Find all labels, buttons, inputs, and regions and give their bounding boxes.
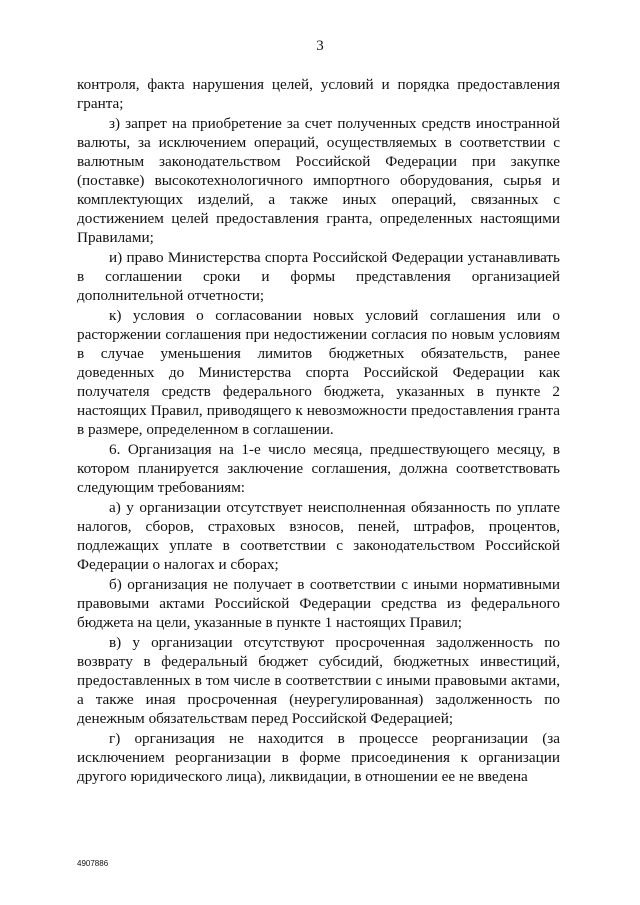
paragraph-item-k: к) условия о согласовании новых условий соглашения или о расторжении соглашения при недостижении согласия по новым условиям в случае уменьшения лимитов бюджетных обязательств, ранее доведенных до Министерства спорта Российской Федерации как получателя средств федерального бюджета, указанных в пункте 2 настоящих Правил, приводящего к невозможности предоставления гранта в размере, определенном в соглашении. xyxy=(77,307,560,438)
paragraph-continuation: контроля, факта нарушения целей, условий и порядка предоставления гранта; xyxy=(77,76,560,112)
paragraph-item-a: а) у организации отсутствует неисполненная обязанность по уплате налогов, сборов, страховых взносов, пеней, штрафов, процентов, подлежащих уплате в соответствии с законодательством Российской Федерации о налогах и сборах; xyxy=(77,499,560,573)
paragraph-item-i: и) право Министерства спорта Российской Федерации устанавливать в соглашении сроки и формы представления организацией дополнительной отчетности; xyxy=(77,249,560,304)
document-body xyxy=(77,75,560,787)
paragraph-item-v: в) у организации отсутствуют просроченная задолженность по возврату в федеральный бюджет субсидий, бюджетных инвестиций, предоставленных в том числе в соответствии с иными правовыми актами, а также иная просроченная (неурегулированная) задолженность по денежным обязательствам перед Российской Федерацией; xyxy=(77,634,560,727)
paragraph-clause-6: 6. Организация на 1-е число месяца, предшествующего месяцу, в котором планируется заключение соглашения, должна соответствовать следующим требованиям: xyxy=(77,441,560,496)
paragraph-item-z: з) запрет на приобретение за счет полученных средств иностранной валюты, за исключением операций, осуществляемых в соответствии с валютным законодательством Российской Федерации при закупке (поставке) высокотехнологичного импортного оборудования, сырья и комплектующих изделий, а также иных операций, связанных с достижением целей предоставления гранта, определенных настоящими Правилами; xyxy=(77,115,560,246)
paragraph-item-b: б) организация не получает в соответствии с иными нормативными правовыми актами Российской Федерации средства из федерального бюджета на цели, указанные в пункте 1 настоящих Правил; xyxy=(77,576,560,631)
document-code: 4907886 xyxy=(77,859,109,868)
page-number: 3 xyxy=(316,38,324,54)
paragraph-item-g: г) организация не находится в процессе реорганизации (за исключением реорганизации в форме присоединения к организации другого юридического лица), ликвидации, в отношении ее не введена xyxy=(77,730,560,785)
